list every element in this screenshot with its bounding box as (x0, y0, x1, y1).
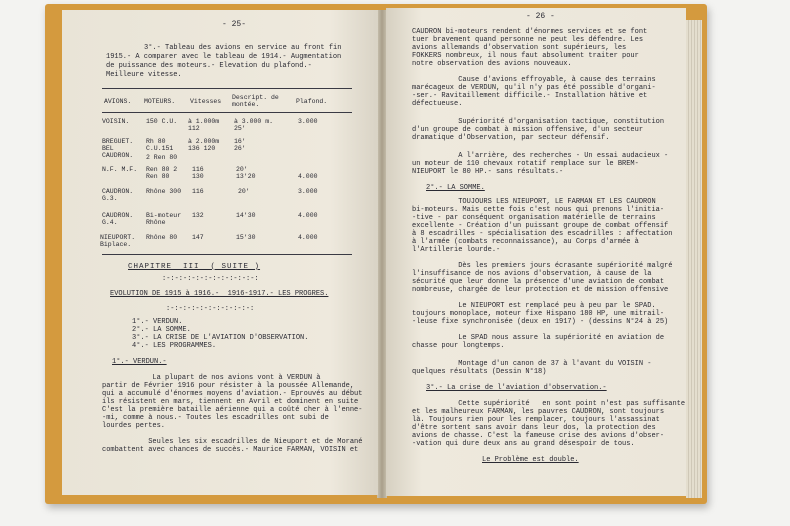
table-cell: 116 130 (192, 166, 204, 180)
table-cell: 20' (238, 188, 250, 195)
body-line: un moteur de 110 chevaux rotatif remplace sur le BREM- (412, 160, 639, 168)
body-line: CAUDRON bi-moteurs rendent d'énormes services et se font (412, 28, 648, 36)
col-header-plafond: Plafond. (296, 98, 328, 105)
body-line: dramatique d'Observation, par secteur défensif. (412, 134, 610, 142)
intro-line: Meilleure vitesse. (106, 71, 182, 79)
section-heading-verdun: 1°.- VERDUN.- (112, 358, 167, 366)
body-line: -tive - par conséquent organisation matérielle de terrains (412, 214, 656, 222)
body-line: Seules les six escadrilles de Nieuport et de Morané (102, 438, 363, 446)
table-row (82, 154, 352, 162)
table-cell: Rhône 300 (146, 188, 182, 195)
evolution-heading: EVOLUTION DE 1915 à 1916.- 1916-1917.- LES PROGRES. (110, 290, 329, 298)
table-cell: BREGUET. BEL CAUDRON. (102, 138, 134, 159)
body-line: sécurité que leur donne la présence d'une aviation de combat (412, 278, 665, 286)
body-line: nombreuse, chargée de leur protection et de mission offensive (412, 286, 669, 294)
table-cell: 16' 26' (234, 138, 246, 152)
intro-line: de puissance des moteurs.- Elevation du plafond.- (106, 62, 312, 70)
table-cell: 132 (192, 212, 204, 219)
table-cell: 3.000 (298, 118, 318, 125)
body-line: qui a accumulé d'énormes moyens d'aviation.- Eprouvés au début (102, 390, 363, 398)
table-row (82, 118, 352, 136)
table-cell: VOISIN. (102, 118, 130, 125)
right-page (386, 8, 686, 496)
col-header-vitesses: Vitesses (190, 98, 222, 105)
body-line: TOUJOURS LES NIEUPORT, LE FARMAN ET LES CAUDRON (412, 198, 656, 206)
body-line: tuer bravement quand personne ne peut les défendre. Les (412, 36, 644, 44)
table-cell: 2 Ren 80 (146, 154, 178, 161)
table-row (82, 188, 352, 206)
body-line: Cause d'avions effroyable, à cause des terrains (412, 76, 656, 84)
body-line: d'un groupe de combat à mission offensive, d'un secteur (412, 126, 644, 134)
body-line: à 8 escadrilles - spécialisation des escadrilles : affectation (412, 230, 673, 238)
body-line: marécageux de VERDUN, qu'il n'y pas été possible d'organi- (412, 84, 656, 92)
body-line: partir de Février 1916 pour résister à la poussée Allemande, (102, 382, 355, 390)
body-line: NIEUPORT le 80 HP.- sans résultats.- (412, 168, 564, 176)
body-line: l'Artillerie lourde.- (412, 246, 501, 254)
table-cell: 4.000 (298, 173, 318, 180)
table-cell: Ren 80 2 Ren 80 (146, 166, 178, 180)
col-header-montee: Descript. de montée. (232, 94, 279, 108)
body-line: là. Toujours rien pour les remplacer, toujours l'assassinat (412, 416, 660, 424)
body-line: avions allemands d'observation sont supérieurs, les (412, 44, 627, 52)
closing-line: Le Problème est double. (482, 456, 579, 464)
body-line: Supériorité d'organisation tactique, constitution (412, 118, 665, 126)
table-cell: 20' 13'20 (236, 166, 256, 180)
table-cell: Rhône 80 (146, 234, 178, 241)
body-line: notre observation des avions nouveaux. (412, 60, 572, 68)
table-cell: 15'30 (236, 234, 256, 241)
table-cell: 116 (192, 188, 204, 195)
body-line: La plupart de nos avions vont à VERDUN à (102, 374, 321, 382)
body-line: C'est la première bataille aérienne qui a coûté cher à l'enne- (102, 406, 363, 414)
table-header-row (82, 94, 352, 112)
body-line: Cette supériorité en sont point n'est pas suffisante (412, 400, 686, 408)
toc-item: 3°.- LA CRISE DE L'AVIATION D'OBSERVATION. (132, 334, 309, 342)
table-cell: Rh 80 C.U.151 (146, 138, 174, 152)
table-cell: 4.000 (298, 212, 318, 219)
chapter-rule: :-:-:-:-:-:-:-:-:-:-:-: (162, 275, 259, 283)
table-row (82, 234, 352, 252)
body-line: excellente - Création d'un puissant groupe de combat offensif (412, 222, 669, 230)
body-line: -ser.- Ravitaillement difficile.- Installation hâtive et (412, 92, 648, 100)
body-line: quelques résultats (Dessin N°18) (412, 368, 547, 376)
body-line: -vation qui dure deux ans au grand désespoir de tous. (412, 440, 635, 448)
table-cell: CAUDRON. G.3. (102, 188, 134, 202)
body-line: à l'armée (combats reconnaissance), au Corps d'armée à (412, 238, 639, 246)
table-cell: 4.000 (298, 234, 318, 241)
table-row (82, 212, 352, 230)
table-cell: 14'30 (236, 212, 256, 219)
toc-item: 4°.- LES PROGRAMMES. (132, 342, 217, 350)
toc-item: 1°.- VERDUN. (132, 318, 183, 326)
body-line: Dès les premiers jours écrasante supériorité malgré (412, 262, 673, 270)
table-cell: Bi-moteur Rhône (146, 212, 182, 226)
col-header-moteurs: MOTEURS. (144, 98, 176, 105)
page-edges (686, 20, 702, 498)
body-line: l'insuffisance de nos avions d'observation, à cause de la (412, 270, 652, 278)
table-row (82, 166, 352, 184)
body-line: Le NIEUPORT est remplacé peu à peu par le SPAD. (412, 302, 656, 310)
table-cell: N.F. M.F. (102, 166, 138, 173)
intro-line: 3°.- Tableau des avions en service au front fin (144, 44, 342, 52)
section-heading-somme: 2°.- LA SOMME. (426, 184, 485, 192)
body-line: lourdes pertes. (102, 422, 166, 430)
table-cell: à 2.000m 136 120 (188, 138, 220, 152)
page-number-left: - 25- (222, 20, 247, 29)
left-page (62, 10, 378, 495)
toc-item: 2°.- LA SOMME. (132, 326, 191, 334)
body-line: FOKKERS nombreux, il nous faut absolument traiter pour (412, 52, 639, 60)
col-header-avions: AVIONS. (104, 98, 132, 105)
body-line: Montage d'un canon de 37 à l'avant du VOISIN - (412, 360, 652, 368)
body-line: défectueuse. (412, 100, 463, 108)
body-line: A l'arrière, des recherches - Un essai audacieux - (412, 152, 669, 160)
body-line: ils résistent en mars, tiennent en Avril et dominent en suite (102, 398, 359, 406)
table-top-rule (102, 88, 352, 89)
body-line: bi-moteurs. Mais cette fois c'est nous qui prenons l'initia- (412, 206, 665, 214)
intro-line: 1915.- A comparer avec le tableau de 1914.- Augmentation (106, 53, 342, 61)
body-line: et les malheureux FARMAN, les pauvres CAUDRON, sont toujours (412, 408, 665, 416)
body-line: -mi, comme à nous.- Toutes les escadrilles ont subi de (102, 414, 329, 422)
body-line: chasse pour longtemps. (412, 342, 505, 350)
page-number-right: - 26 - (526, 12, 555, 21)
table-cell: à 3.000 m. 25' (234, 118, 274, 132)
table-bottom-rule (102, 254, 352, 255)
body-line: toujours monoplace, moteur fixe Hispano 180 HP, une mitrail- (412, 310, 665, 318)
table-cell: à 1.000m 112 (188, 118, 220, 132)
table-header-rule (102, 112, 352, 113)
body-line: d'être sortent sans avoir dans leur dos, la protection des (412, 424, 656, 432)
table-cell: 147 (192, 234, 204, 241)
body-line: -leuse fixe synchronisée (deux en 1917) - (dessins N°24 à 25) (412, 318, 669, 326)
table-cell: NIEUPORT. Biplace. (100, 234, 136, 248)
body-line: avions de chasse. C'est la fameuse crise des avions d'obser- (412, 432, 665, 440)
body-line: combattent avec chances de succès.- Maurice FARMAN, VOISIN et (102, 446, 359, 454)
table-cell: CAUDRON. G.4. (102, 212, 134, 226)
section-heading-crise: 3°.- La crise de l'aviation d'observation.- (426, 384, 607, 392)
table-cell: 3.000 (298, 188, 318, 195)
table-cell: 150 C.U. (146, 118, 178, 125)
body-line: Le SPAD nous assure la supériorité en aviation de (412, 334, 665, 342)
evolution-rule: :-:-:-:-:-:-:-:-:-:-: (166, 305, 255, 313)
chapter-title: CHAPITRE III ( SUITE ) (128, 263, 261, 271)
